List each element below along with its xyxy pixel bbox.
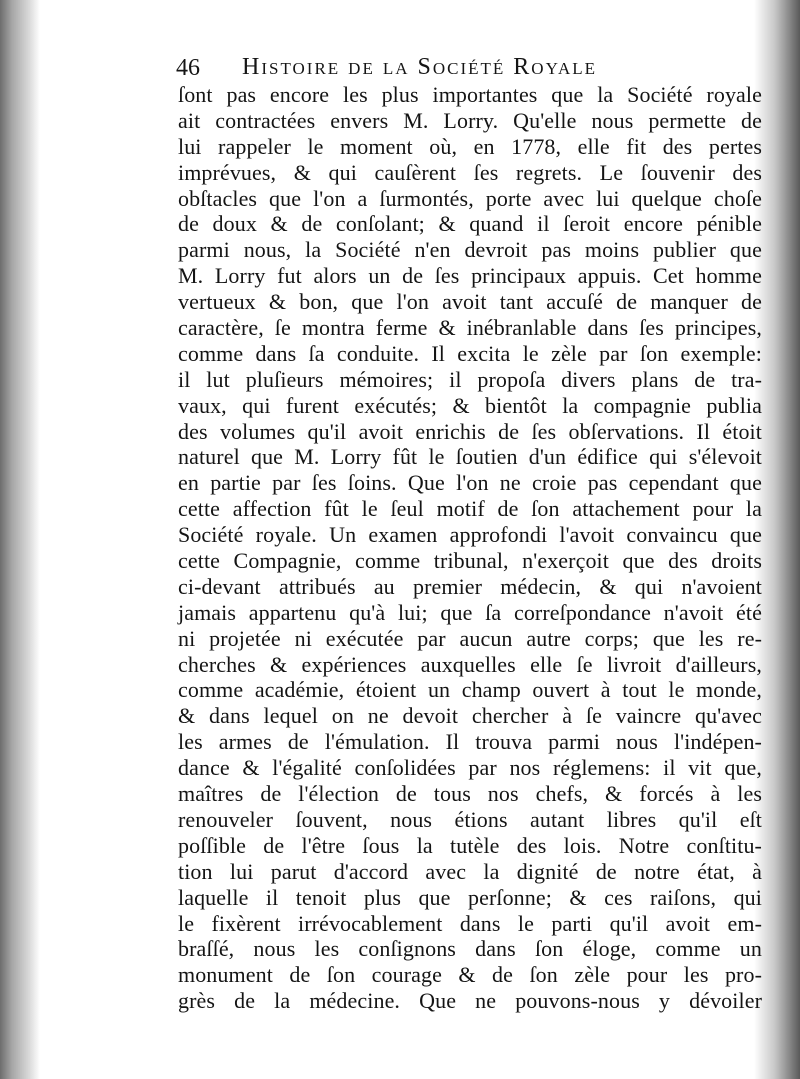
text-line: ci-devant attribués au premier médecin, & qui n'avoient xyxy=(178,573,762,599)
text-line: cette affection fût le ſeul motif de ſon attachement pour la xyxy=(178,496,762,522)
text-line: naturel que M. Lorry fût le ſoutien d'un édifice qui s'élevoit xyxy=(178,444,762,470)
text-line: cette Compagnie, comme tribunal, n'exerçoit que des droits xyxy=(178,548,762,574)
body-text xyxy=(178,82,762,1014)
running-head xyxy=(176,51,736,85)
text-line: des volumes qu'il avoit enrichis de ſes obſervations. Il étoit xyxy=(178,418,762,444)
text-line: en partie par ſes ſoins. Que l'on ne croie pas cependant que xyxy=(178,470,762,496)
text-line: poſſible de l'être ſous la tutèle des lois. Notre conſtitu- xyxy=(178,832,762,858)
text-line: il lut pluſieurs mémoires; il propoſa divers plans de tra- xyxy=(178,366,762,392)
text-line: dance & l'égalité conſolidées par nos réglemens: il vit que, xyxy=(178,755,762,781)
text-line: grès de la médecine. Que ne pouvons-nous y dévoiler xyxy=(178,988,762,1014)
text-line: obſtacles que l'on a ſurmontés, porte avec lui quelque choſe xyxy=(178,185,762,211)
text-line: imprévues, & qui cauſèrent ſes regrets. Le ſouvenir des xyxy=(178,159,762,185)
text-line: ait contractées envers M. Lorry. Qu'elle nous permette de xyxy=(178,107,762,133)
text-line: M. Lorry fut alors un de ſes principaux appuis. Cet homme xyxy=(178,263,762,289)
text-line: monument de ſon courage & de ſon zèle pour les pro- xyxy=(178,962,762,988)
text-line: Société royale. Un examen approfondi l'avoit convaincu que xyxy=(178,522,762,548)
text-line: vaux, qui furent exécutés; & bientôt la compagnie publia xyxy=(178,392,762,418)
text-line: maîtres de l'élection de tous nos chefs, & forcés à les xyxy=(178,781,762,807)
binding-shadow xyxy=(0,0,40,1079)
text-line: tion lui parut d'accord avec la dignité de notre état, à xyxy=(178,858,762,884)
text-line: lui rappeler le moment où, en 1778, elle fit des pertes xyxy=(178,133,762,159)
text-line: parmi nous, la Société n'en devroit pas moins publier que xyxy=(178,237,762,263)
text-line: renouveler ſouvent, nous étions autant libres qu'il eſt xyxy=(178,806,762,832)
text-line: vertueux & bon, que l'on avoit tant accuſé de manquer de xyxy=(178,289,762,315)
text-line: comme dans ſa conduite. Il excita le zèle par ſon exemple: xyxy=(178,340,762,366)
text-line: les armes de l'émulation. Il trouva parmi nous l'indépen- xyxy=(178,729,762,755)
running-title: Histoire de la Société Royale xyxy=(242,54,598,80)
text-line: laquelle il tenoit plus que perſonne; & ces raiſons, qui xyxy=(178,884,762,910)
text-line: ſont pas encore les plus importantes que la Société royale xyxy=(178,82,762,107)
text-line: le fixèrent irrévocablement dans le parti qu'il avoit em- xyxy=(178,910,762,936)
text-line: cherches & expériences auxquelles elle ſe livroit d'ailleurs, xyxy=(178,651,762,677)
text-line: jamais appartenu qu'à lui; que ſa correſpondance n'avoit été xyxy=(178,599,762,625)
text-line: caractère, ſe montra ferme & inébranlable dans ſes principes, xyxy=(178,315,762,341)
text-line: & dans lequel on ne devoit chercher à ſe vaincre qu'avec xyxy=(178,703,762,729)
page-number: 46 xyxy=(176,55,200,81)
text-line: de doux & de conſolant; & quand il ſeroit encore pénible xyxy=(178,211,762,237)
text-line: ni projetée ni exécutée par aucun autre corps; que les re- xyxy=(178,625,762,651)
text-line: braſſé, nous les conſignons dans ſon éloge, comme un xyxy=(178,936,762,962)
text-line: comme académie, étoient un champ ouvert à tout le monde, xyxy=(178,677,762,703)
